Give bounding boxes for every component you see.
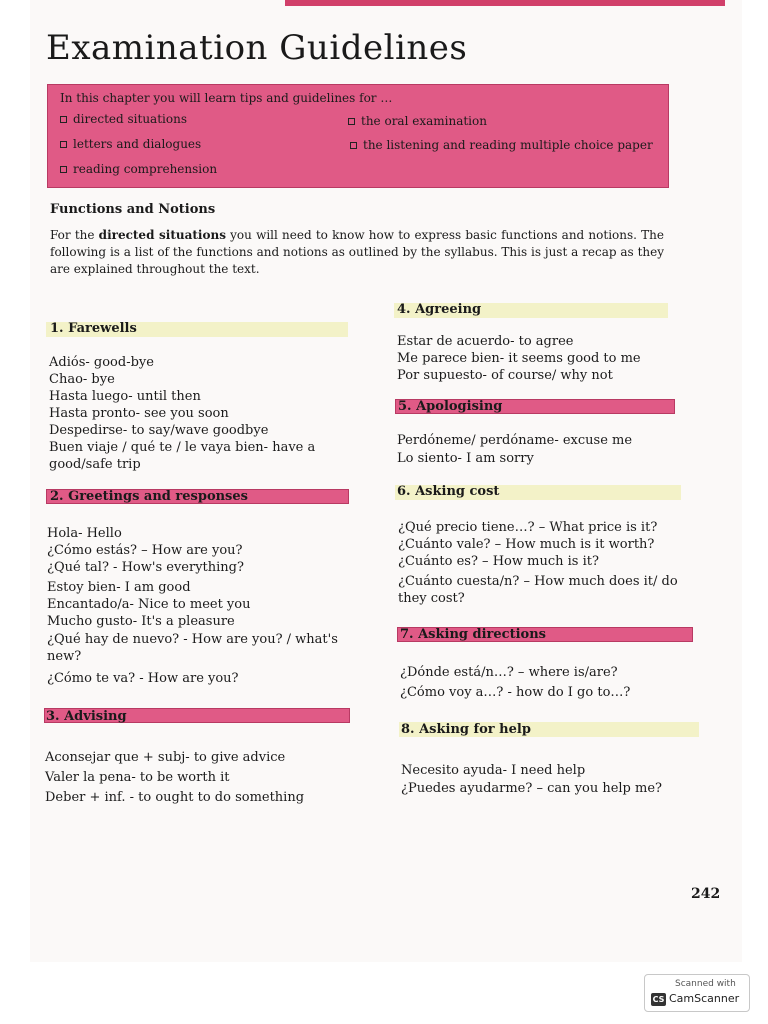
intro-bullet: letters and dialogues bbox=[60, 137, 201, 151]
list-item: ¿Cómo voy a…? - how do I go to…? bbox=[400, 685, 631, 700]
list-item: ¿Cuánto cuesta/n? – How much does it/ do they cost? bbox=[398, 574, 678, 606]
list-item: Adiós- good-bye bbox=[49, 355, 154, 370]
intro-bullet: reading comprehension bbox=[60, 162, 217, 176]
agreeing-heading: 4. Agreeing bbox=[397, 302, 482, 317]
list-item: Mucho gusto- It's a pleasure bbox=[47, 614, 235, 629]
intro-paragraph: For the directed situations you will need to know how to express basic functions and notions. The following is a list of the functions and notions as outlined by the syllabus. This is just a recap as they are explained throughout the text. bbox=[50, 228, 664, 276]
list-item: ¿Cómo estás? – How are you? bbox=[47, 543, 243, 558]
list-item: ¿Qué hay de nuevo? - How are you? / what's new? bbox=[47, 632, 338, 664]
greetings-heading: 2. Greetings and responses bbox=[50, 489, 248, 504]
list-item: Me parece bien- it seems good to me bbox=[397, 351, 641, 366]
list-item: ¿Dónde está/n…? – where is/are? bbox=[400, 665, 618, 680]
list-item: Lo siento- I am sorry bbox=[397, 451, 534, 466]
list-item: ¿Cómo te va? - How are you? bbox=[47, 671, 239, 686]
list-item: ¿Cuánto vale? – How much is it worth? bbox=[398, 537, 655, 552]
list-item: Hasta luego- until then bbox=[49, 389, 201, 404]
top-edge-stripe bbox=[285, 0, 725, 6]
bullet-square-icon bbox=[60, 141, 67, 148]
list-item: ¿Cuánto es? – How much is it? bbox=[398, 554, 599, 569]
list-item: Deber + inf. - to ought to do something bbox=[45, 790, 305, 805]
camscanner-watermark bbox=[644, 974, 750, 1012]
list-item: ¿Qué tal? - How's everything? bbox=[47, 560, 244, 575]
list-item: Aconsejar que + subj- to give advice bbox=[45, 750, 286, 765]
list-item: Estar de acuerdo- to agree bbox=[397, 334, 574, 349]
list-item: Valer la pena- to be worth it bbox=[45, 770, 230, 785]
page-number: 242 bbox=[691, 886, 721, 902]
section-title: Functions and Notions bbox=[50, 202, 216, 217]
asking-help-heading: 8. Asking for help bbox=[401, 722, 531, 737]
list-item: Necesito ayuda- I need help bbox=[401, 763, 586, 778]
intro-lead: In this chapter you will learn tips and guidelines for … bbox=[60, 91, 393, 105]
bullet-square-icon bbox=[348, 118, 355, 125]
camscanner-name: CamScanner bbox=[669, 992, 740, 1005]
page-title: Examination Guidelines bbox=[46, 28, 468, 68]
bullet-square-icon bbox=[60, 116, 67, 123]
list-item: Encantado/a- Nice to meet you bbox=[47, 597, 251, 612]
advising-heading: 3. Advising bbox=[46, 709, 127, 724]
asking-directions-heading: 7. Asking directions bbox=[400, 627, 546, 642]
camscanner-logo-icon: CS bbox=[652, 995, 665, 1004]
bullet-square-icon bbox=[350, 142, 357, 149]
chapter-intro-box bbox=[47, 84, 669, 188]
list-item: ¿Puedes ayudarme? – can you help me? bbox=[401, 781, 662, 796]
list-item: Chao- bye bbox=[49, 372, 115, 387]
list-item: Hola- Hello bbox=[47, 526, 122, 541]
intro-bullet: the oral examination bbox=[348, 114, 487, 128]
intro-bullet: directed situations bbox=[60, 112, 187, 126]
asking-cost-heading: 6. Asking cost bbox=[397, 484, 500, 499]
intro-bullet: the listening and reading multiple choice paper bbox=[350, 138, 653, 152]
bullet-square-icon bbox=[60, 166, 67, 173]
list-item: Despedirse- to say/wave goodbye bbox=[49, 423, 269, 438]
list-item: Buen viaje / qué te / le vaya bien- have a good/safe trip bbox=[49, 440, 316, 472]
scanned-with-label: Scanned with bbox=[675, 979, 736, 989]
list-item: Hasta pronto- see you soon bbox=[49, 406, 229, 421]
list-item: Por supuesto- of course/ why not bbox=[397, 368, 613, 383]
farewells-heading: 1. Farewells bbox=[50, 321, 137, 336]
apologising-heading: 5. Apologising bbox=[398, 399, 503, 414]
list-item: Estoy bien- I am good bbox=[47, 580, 191, 595]
list-item: Perdóneme/ perdóname- excuse me bbox=[397, 433, 633, 448]
list-item: ¿Qué precio tiene…? – What price is it? bbox=[398, 520, 658, 535]
